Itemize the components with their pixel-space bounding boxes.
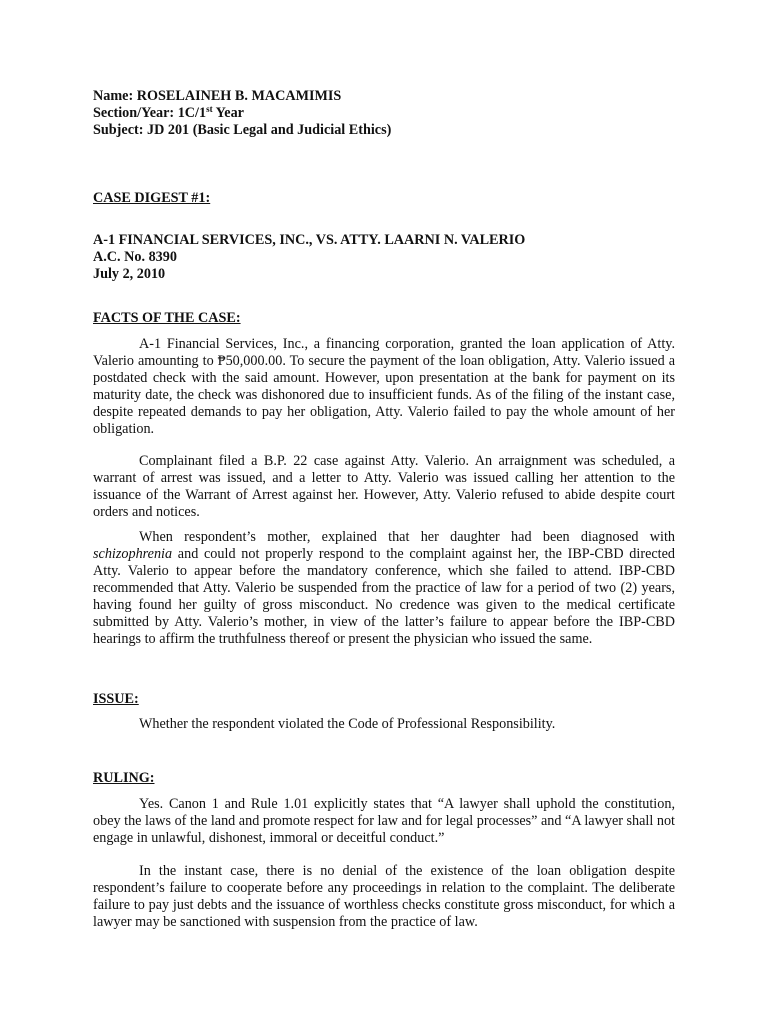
case-title: A-1 FINANCIAL SERVICES, INC., VS. ATTY. LAARNI N. VALERIO [93,232,526,248]
ruling-heading: RULING: [93,770,155,786]
facts-paragraph-3: When respondent’s mother, explained that her daughter had been diagnosed with schizophrenia and could not properly respond to the complaint against her, the IBP-CBD directed Atty. Valerio to appear before the mandatory conference, which she failed to attend. IBP-CBD recommended that Atty. Valerio be suspended from the practice of law for a period of two (2) years, having found her guilty of gross misconduct. No credence was given to the medical certificate submitted by Atty. Valerio’s mother, in view of the latter’s failure to appear before the IBP-CBD hearings to affirm the truthfulness thereof or present the physician who issued the same. [93,529,675,647]
ruling-paragraph-2: In the instant case, there is no denial of the existence of the loan obligation despite respondent’s failure to cooperate before any proceedings in relation to the complaint. The deliberate failure to pay just debts and the issuance of worthless checks constitute gross misconduct, for which a lawyer may be sanctioned with suspension from the practice of law. [93,863,675,930]
ruling-paragraph-1: Yes. Canon 1 and Rule 1.01 explicitly states that “A lawyer shall uphold the constitution, obey the laws of the land and promote respect for law and for legal processes” and “A lawyer shall not engage in unlawful, dishonest, immoral or deceitful conduct.” [93,796,675,846]
section-year: Section/Year: 1C/1st Year [93,104,244,121]
case-date: July 2, 2010 [93,266,166,282]
issue-text: Whether the respondent violated the Code of Professional Responsibility. [139,716,556,732]
issue-heading: ISSUE: [93,691,139,707]
student-name: Name: ROSELAINEH B. MACAMIMIS [93,88,342,104]
case-ac-number: A.C. No. 8390 [93,249,177,265]
case-digest-label: CASE DIGEST #1: [93,190,211,206]
facts-paragraph-2: Complainant filed a B.P. 22 case against Atty. Valerio. An arraignment was scheduled, a warrant of arrest was issued, and a letter to Atty. Valerio was issued calling her attention to the issuance of the Warrant of Arrest against her. However, Atty. Valerio refused to abide despite court orders and notices. [93,453,675,520]
case-caption [93,232,675,283]
subject-line: Subject: JD 201 (Basic Legal and Judicial Ethics) [93,122,392,138]
student-header [93,88,675,139]
facts-heading: FACTS OF THE CASE: [93,310,241,326]
facts-paragraph-1: A-1 Financial Services, Inc., a financing corporation, granted the loan application of Atty. Valerio amounting to ₱50,000.00. To secure the payment of the loan obligation, Atty. Valerio issued a postdated check with the said amount. However, upon presentation at the bank for payment on its maturity date, the check was dishonored due to insufficient funds. As of the filing of the instant case, despite repeated demands to pay her obligation, Atty. Valerio failed to pay the whole amount of her obligation. [93,336,675,437]
